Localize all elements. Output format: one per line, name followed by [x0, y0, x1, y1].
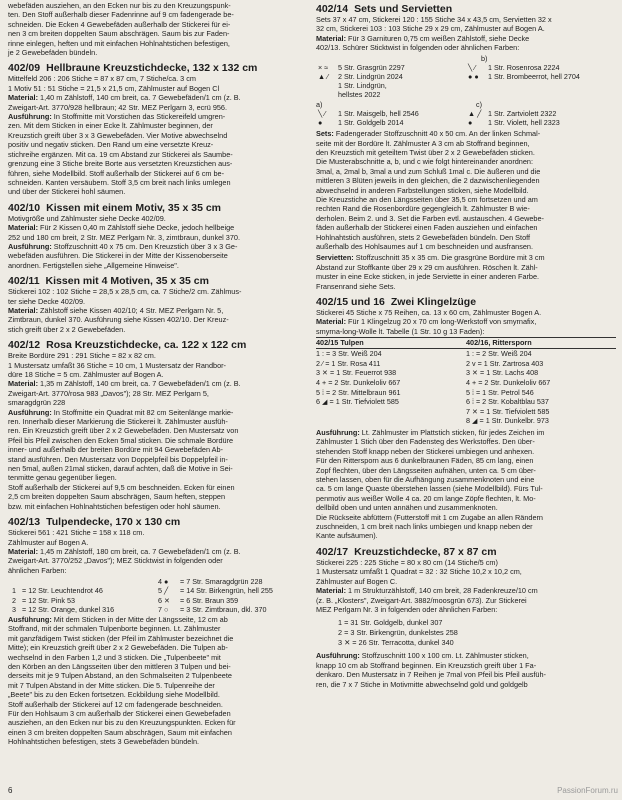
text-line: führen, siehe Modellbild. Stoff außerhalb der Stickerei auf 6 cm be-	[8, 168, 225, 178]
heading-402-14: 402/14 Sets und Servietten	[316, 3, 453, 15]
text-line: Material: 1,35 m Zählstoff, 140 cm breit, ca. 7 Gewebefäden/1 cm (z. B.	[8, 379, 241, 389]
right-column	[316, 2, 616, 690]
text-line: positiv und negativ sticken. Den Rand um eine versetzte Kreuz-	[8, 140, 214, 150]
text-line: Zählmuster auf Bogen C.	[316, 576, 398, 586]
watermark: PassionForum.ru	[557, 786, 618, 795]
text-line: 1 Motiv 51 : 51 Stiche = 21,5 x 21,5 cm, Zählmuster auf Bogen Cl	[8, 83, 220, 93]
text-line: stichreihe ergänzen. Mit ca. 19 cm Abstand zur Stickerei als Saumbe-	[8, 149, 233, 159]
legend-label-ac: a) c)	[316, 99, 482, 109]
legend-402-14	[316, 63, 616, 100]
text-line: Stickerei 561 : 421 Stiche = 158 x 118 cm.	[8, 528, 145, 538]
heading-402-15: 402/15 und 16 Zwei Klingelzüge	[316, 296, 477, 309]
text-line: zuschneiden, 1 cm breit nach links umbiegen und knapp neben der	[316, 522, 533, 532]
heading-402-09: 402/09 Hellbraune Kreuzstichdecke, 132 x 132 cm	[8, 62, 258, 75]
text-line: mittleren 3 Blüten jeweils in den gleichen, die 2 dazwischenliegenden	[316, 176, 540, 186]
text-line: bzw. mit einfachen Hohlnahtstichen befestigen oder hohl säumen.	[8, 501, 221, 511]
text-line: Die Rückseite abfüttern (Futterstoff mit 1 cm Zugabe an allen Rändern	[316, 512, 543, 522]
text-line: rinne einlegen, heften und mit einfachen Hohlnahtstichen befestigen,	[8, 38, 230, 48]
legend-row: ● 1 Str. Goldgelb 2014 ● 1 Str. Violett, hell 2323	[318, 117, 560, 127]
text-line: derholen. Beim 2. und 3. Set die Farben evtl. austauschen. 4 Gewebe-	[316, 213, 544, 223]
legend-row: 1 = 12 Str. Leuchtendrot 46 5 ╱ = 14 Str. Birkengrün, hell 255	[12, 586, 273, 596]
text-line: Material: Für 2 Kissen 0,40 m Zählstoff siehe Decke, jedoch hellbeige	[8, 223, 235, 233]
legend-row: ╲ ∕ 1 Str. Maisgelb, hell 2546 ▲ ╱ 1 Str. Zartviolett 2322	[318, 108, 557, 118]
text-line: schneiden. Die Ecken 4 Gewebefäden außerhalb der Stickerei für ei-	[8, 19, 231, 29]
left-column	[8, 2, 306, 748]
text-line: (z. B. „Klosters", Zweigart-Art. 3882/moosgrün 673). Zur Stickerei	[316, 595, 527, 605]
text-line: Breite Bordüre 291 : 291 Stiche = 82 x 82 cm.	[8, 351, 156, 361]
text-line: Ausführung: In Stoffmitte ein Quadrat mit 82 cm Seitenlänge markie-	[8, 407, 234, 417]
text-line: knapp 10 cm ab Stoffrand beginnen. Ein Kreuzstich greift über 1 Fa-	[316, 660, 537, 670]
text-line: Material: Für 3 Garnituren 0,75 cm weißen Zählstoff, siehe Decke	[316, 33, 530, 43]
text-line: ca. 5 cm lange Quaste überstehen lassen (siehe Modellbild). Fürs Tul-	[316, 484, 543, 494]
legend-row: 3 = 12 Str. Orange, dunkel 316 7 ○ = 3 Str. Zimtbraun, dkl. 370	[12, 604, 267, 614]
text-line: Mitte); ein Kreuzstich greift über 2 x 2 Gewebefäden. Die Tulpen ab-	[8, 643, 228, 653]
legend-402-14-2	[316, 109, 616, 127]
text-line: mit 7 Tulpen Abstand in der Mitte sticken. Die 5. Tulpenreihe der	[8, 680, 215, 690]
text-line: smaragdgrün 228	[8, 398, 66, 408]
text-line: derseits mit je 9 Tulpen Abstand, an den Schmalseiten 2 Tulpenbeete	[8, 671, 232, 681]
text-line: Zählmuster auf Bogen A.	[8, 537, 89, 547]
text-line: 402/13. Schürer Sticktwist in folgenden oder ähnlichen Farben:	[316, 43, 520, 53]
text-line: abwechselnd in anderen Farbstellungen sticken, siehe Modellbild.	[316, 185, 529, 195]
legend-row: 4 ● = 7 Str. Smaragdgrün 228	[158, 577, 263, 587]
legend-row: 3 ✕ = 26 Str. Terracotta, dunkel 340	[338, 638, 454, 648]
text-line: Material: 1,45 m Zählstoff, 180 cm breit, ca. 7 Gewebefäden/1 cm (z. B.	[8, 546, 241, 556]
text-line: Material: Zählstoff siehe Kissen 402/10; 4 Str. MEZ Perlgarn Nr. 5,	[8, 305, 224, 315]
text-line: 1 Mustersatz umfaßt 36 Stiche = 10 cm, 1 Mustersatz der Randbor-	[8, 360, 226, 370]
text-line: Material: 1 m Strukturzählstoff, 140 cm breit, 28 Fadenkreuze/10 cm	[316, 586, 538, 596]
text-line: „Beete" bis zu den Ecken fortsetzen. Eckbildung siehe Modellbild.	[8, 690, 220, 700]
legend-402-13	[8, 577, 306, 614]
text-line: 1 Mustersatz umfaßt 1 Quadrat = 32 : 32 Stiche 10,2 x 10,2 cm,	[316, 567, 522, 577]
body-402-11	[8, 288, 306, 334]
text-line: grenzung eine 3 Stiche breite Borte aus versetzten Kreuzstichen aus-	[8, 159, 233, 169]
text-line: Stoff außerhalb der Stickerei auf 9,5 cm beschneiden. Ecken für einen	[8, 482, 235, 492]
heading-402-17: 402/17 Kreuzstichdecke, 87 x 87 cm	[316, 545, 497, 558]
text-line: fäden außerhalb der Stickerei einen Faden ausziehen und einfachen	[316, 223, 538, 233]
text-line: Stoffrand, mit der schmalen Tulpenborte beginnen. Lt. Zählmuster	[8, 624, 221, 634]
body-402-15-after	[316, 429, 616, 541]
text-line: muster in eine Ecke sticken, in jede Serviette in einer anderen Farbe.	[316, 272, 540, 282]
text-line: Sets: Fadengerader Stoffzuschnitt 40 x 50 cm. An der linken Schmal-	[316, 129, 541, 139]
text-line: Hohlnahtstich ausführen, stets 2 Gewebefäden bündeln. Den Stoff	[316, 232, 531, 242]
text-line: Pfeil bis Pfeil zwischen den Ecken 5mal sticken. Die schmale Bordüre	[8, 435, 234, 445]
text-line: MEZ Perlgarn Nr. 3 in folgenden oder ähnlichen Farben:	[316, 604, 498, 614]
text-line: ausziehen, an den Ecken nur bis zu den Kreuzungspunkten. Ecken für	[8, 718, 236, 728]
text-line: Ausführung: In Stoffmitte mit Vorstichen das Stickereifeld umgren-	[8, 112, 226, 122]
text-line: stand ausführen. Den Mustersatz von Doppelpfeil bis Doppelpfeil in-	[8, 454, 228, 464]
legend-402-17	[338, 618, 616, 648]
body-402-17	[316, 559, 616, 614]
text-line: ter siehe Decke 402/09.	[8, 296, 86, 306]
text-line: außerhalb des Hohlsaumes auf 1 cm beschneiden und ausfransen.	[316, 242, 534, 251]
text-line: Die Musterabschnitte a, b, und c wie folgt hintereinander anordnen:	[316, 157, 534, 167]
heading-402-13: 402/13 Tulpendecke, 170 x 130 cm	[8, 516, 181, 529]
page-number: 6	[8, 786, 13, 795]
text-line: inner- und außerhalb der breiten Bordüre mit 94 Gewebefäden Ab-	[8, 445, 223, 455]
text-line: Für den Rittersporn aus 6 dunkelbraunen Fäden, 85 cm lang, einen	[316, 456, 534, 466]
text-line: Kante aufsäumen).	[316, 531, 378, 541]
text-line: Stickerei 45 Stiche x 75 Reihen, ca. 13 x 60 cm, Zählmuster Bogen A.	[316, 308, 542, 318]
text-line: Servietten: Stoffzuschnitt 35 x 35 cm. Die grasgrüne Bordüre mit 3 cm	[316, 253, 545, 263]
body-402-15	[316, 309, 616, 336]
text-line: 3mal, a, 2mal b, 3mal a und zum Schluß 1mal c. Die äußeren und die	[316, 166, 541, 176]
yarn-table-row: 1 : = 3 Str. Weiß 204 1 : = 2 Str. Weiß 204	[316, 349, 532, 359]
text-line: Ausführung: Mit dem Sticken in der Mitte der Längsseite, 12 cm ab	[8, 614, 228, 624]
legend-row: hellstes 2022	[338, 90, 381, 100]
text-line: ren, die 7 x 7 Stiche in Motivmitte abwechselnd gold und goldgelb	[316, 679, 528, 689]
text-line: einen 3 cm breiten doppelten Saum abschrägen, Saum mit einfachen	[8, 727, 232, 737]
text-line: Motivgröße und Zählmuster siehe Decke 402/09.	[8, 213, 166, 223]
text-line: ren. Ein Kreuzstich greift über 2 x 2 Gewebefäden. Den Mustersatz von	[8, 426, 239, 436]
yarn-table-row: 5 ⁞ = 2 Str. Mittelbraun 961 5 ⁞ = 1 Str. Petrol 546	[316, 387, 534, 397]
text-line: je 2 Gewebefäden bündeln.	[8, 48, 98, 58]
yarn-table	[316, 337, 616, 426]
body-402-14-sets	[316, 130, 616, 251]
legend-label-b: b)	[481, 53, 488, 63]
text-line: 32 cm, Stickerei 103 : 103 Stiche 29 x 29 cm, Zählmuster auf Bogen A.	[316, 24, 545, 34]
body-402-09	[8, 75, 306, 196]
text-line: Zählmuster 1 Stich über den Fadensteg des Werkstoffes. Den über-	[316, 437, 535, 447]
body-402-13-after	[8, 616, 306, 747]
body-402-14-servietten	[316, 254, 616, 291]
text-line: Material: Für 1 Klingelzug 20 x 70 cm long-Werkstoff von smyrnafix,	[316, 317, 537, 327]
text-line: denkaro. Den Mustersatz in 7 Reihen je 7mal von Pfeil bis Pfeil ausfüh-	[316, 670, 546, 680]
text-line: Stickerei 102 : 102 Stiche = 28,5 x 28,5 cm, ca. 7 Stiche/2 cm. Zählmus-	[8, 287, 242, 297]
text-line: Die Kreuzstiche an den Längsseiten über 35,5 cm fortsetzen und am	[316, 194, 538, 204]
text-line: den Kreuzstich mit geteiltem Twist über 2 x 2 Gewebefäden sticken.	[316, 147, 535, 157]
heading-402-10: 402/10 Kissen mit einem Motiv, 35 x 35 cm	[8, 201, 222, 214]
yarn-table-head: 402/15 Tulpen 402/16, Rittersporn	[316, 338, 616, 349]
legend-row: 1 = 31 Str. Goldgelb, dunkel 307	[338, 618, 443, 628]
body-402-14	[316, 16, 616, 53]
text-line: Kreuzstich greift über 3 x 3 Gewebefäden. Vier Motive abwechselnd	[8, 130, 228, 140]
text-line: Zweigart-Art. 3770/rosa 983 „Davos"); 28 Str. MEZ Perlgarn 5,	[8, 388, 209, 398]
text-line: rechten Rand die Rosenbordüre gegengleich lt. Zählmuster B wie-	[316, 204, 530, 214]
text-line: Zopf flechten, über den Längsseiten aufnähen, unten ca. 5 cm über-	[316, 465, 536, 475]
text-line: webefäden ausziehen, an den Ecken nur bis zu den Kreuzungspunk-	[8, 1, 231, 10]
text-line: dellbild oben und unten annähen und zusammenknoten.	[316, 503, 498, 513]
text-line: nen 5mal, außen 21mal sticken, darauf achten, daß die Motive in Sei-	[8, 464, 233, 474]
text-line: Hohlnahtstichen befestigen, stets 3 Gewebefäden bündeln.	[8, 737, 200, 747]
text-line: 252 und 180 cm breit, 2 Str. MEZ Perlgarn Nr. 3, zimtbraun, dunkel 370.	[8, 232, 240, 242]
text-line: Ausführung: Lt. Zählmuster im Plattstich sticken, für jedes Zeichen im	[316, 428, 545, 437]
text-line: Material: 1,40 m Zählstoff, 140 cm breit, ca. 7 Gewebefäden/1 cm (z. B.	[8, 93, 241, 103]
yarn-table-row: 7 ✕ = 1 Str. Tiefviolett 585	[466, 406, 550, 416]
text-line: Zimtbraun, dunkel 370. Ausführung siehe Kissen 402/10. Der Kreuz-	[8, 315, 229, 325]
text-line: den Körben an den Längsseiten über den mittleren 3 Tulpen und bei-	[8, 661, 231, 671]
text-line: Mittelfeld 206 : 206 Stiche = 87 x 87 cm, 7 Stiche/ca. 3 cm	[8, 74, 196, 84]
text-line: penmotiv aus weißer Wolle 4 ca. 20 cm lange Zöpfe flechten, lt. Mo-	[316, 493, 536, 503]
text-line: tenmitte genau gegenüber liegen.	[8, 473, 117, 483]
text-line: Fransenrand siehe Sets.	[316, 281, 396, 291]
text-line: Für den Hohlsaum 3 cm außerhalb der Stickerei einen Gewebefaden	[8, 708, 231, 718]
heading-402-11: 402/11 Kissen mit 4 Motiven, 35 x 35 cm	[8, 275, 209, 288]
text-line: stich greift über 2 x 2 Gewebefäden.	[8, 324, 126, 334]
yarn-table-row: 6 ◢ = 1 Str. Tiefviolett 585 6 ⁞ = 2 Str. Kobaltblau 537	[316, 397, 549, 407]
legend-row: ▲ ∕ 2 Str. Lindgrün 2024 ● ● 1 Str. Brombeerrot, hell 2704	[318, 72, 580, 81]
body-402-13	[8, 529, 306, 575]
text-line: smyrna-long-Wolle lt. Tabelle (1 Str. 10 g 13 Faden):	[316, 326, 485, 336]
heading-402-12: 402/12 Rosa Kreuzstichdecke, ca. 122 x 122 cm	[8, 339, 247, 352]
text-line: mit ganzfädigem Twist sticken (der Pfeil im Zählmuster bezeichnet die	[8, 633, 234, 643]
text-line: Abstand zur Stoffkante über 29 x 29 cm ausführen. Röschen lt. Zähl-	[316, 262, 538, 272]
text-line: webefäden ausführen. Die Stickerei in der Mitte der Kissenoberseite	[8, 251, 228, 261]
text-line: Stoff außerhalb der Stickerei auf 12 cm fadengerade beschneiden.	[8, 699, 223, 709]
text-line: stehenden Stoff knapp neben der Stickerei umbiegen und anhexen.	[316, 446, 535, 456]
legend-row: × ≈ 5 Str. Grasgrün 2297 ╲ ∕ 1 Str. Rosenrosa 2224	[318, 62, 560, 72]
text-line: seite mit der Bordüre lt. Zählmuster A 3 cm ab Stoffrand beginnen,	[316, 138, 530, 148]
text-line: Sets 37 x 47 cm, Stickerei 120 : 155 Stiche 34 x 43,5 cm, Servietten 32 x	[316, 15, 552, 24]
text-line: zen. Mit dem Sticken in einer Ecke lt. Zählmuster beginnen, der	[8, 121, 213, 131]
text-line: düre 18 Stiche = 5 cm. Zählmuster auf Bogen A.	[8, 370, 164, 379]
body-402-10	[8, 215, 306, 270]
body-402-17-after	[316, 652, 616, 689]
body-402-12	[8, 352, 306, 511]
text-line: Zweigart-Art. 3770/252 „Davos"); MEZ Sticktwist in folgenden oder	[8, 556, 223, 566]
legend-row: 2 = 12 Str. Pink 53 6 ✕ = 6 Str. Braun 359	[12, 595, 239, 605]
text-line: ten. Den Stoff außerhalb dieser Fadenrinne auf 9 cm fadengerade be-	[8, 10, 234, 20]
yarn-table-row: 8 ◢ = 1 Str. Dunkelbr. 973	[466, 416, 549, 426]
text-line: Ausführung: Stoffzuschnitt 40 x 75 cm. Den Kreuzstich über 3 x 3 Ge-	[8, 241, 238, 251]
legend-row: 1 Str. Lindgrün,	[338, 81, 387, 91]
text-line: schneiden. Kanten versäubern. Stoff 3,5 cm breit nach links umlegen	[8, 177, 231, 187]
text-line: Ausführung: Stoffzuschnitt 100 x 100 cm. Lt. Zählmuster sticken,	[316, 651, 529, 661]
text-line: ähnlichen Farben:	[8, 565, 67, 575]
text-line: ren. Innerhalb dieser Markierung die Stickerei lt. Zählmuster ausfüh-	[8, 417, 228, 427]
text-line: nen 3 cm breiten doppelten Saum abschrägen. Saum bis zur Faden-	[8, 29, 230, 39]
intro-text	[8, 2, 306, 57]
text-line: stehen lassen, oben für die Aufhängung zusammenknoten und eine	[316, 475, 535, 485]
yarn-table-row: 2 ∕ = 1 Str. Rosa 411 2 v = 1 Str. Zartrosa 403	[316, 358, 544, 368]
text-line: anordnen. Fertigstellen siehe „Allgemeine Hinweise".	[8, 260, 179, 270]
text-line: und über der Stickerei hohl säumen.	[8, 187, 126, 197]
text-line: Zweigart-Art. 3770/928 hellbraun; 42 Str. MEZ Perlgarn 3, ecrü 956.	[8, 102, 228, 112]
text-line: 2,5 cm breiten doppelten Saum abschrägen, Saum heften, steppen	[8, 492, 226, 502]
yarn-table-row: 4 + = 2 Str. Dunkeloliv 667 4 + = 2 Str. Dunkeloliv 667	[316, 378, 551, 388]
text-line: wechselnd in den Farben 1,2 und 3 sticken. Die „Tulpenbeete" mit	[8, 652, 221, 662]
legend-row: 2 = 3 Str. Birkengrün, dunkelstes 258	[338, 628, 458, 638]
yarn-table-row: 3 ✕ = 1 Str. Feuerrot 938 3 ✕ = 1 Str. Lachs 408	[316, 368, 539, 378]
text-line: Stickerei 225 : 225 Stiche = 80 x 80 cm (14 Stiche/5 cm)	[316, 557, 498, 567]
